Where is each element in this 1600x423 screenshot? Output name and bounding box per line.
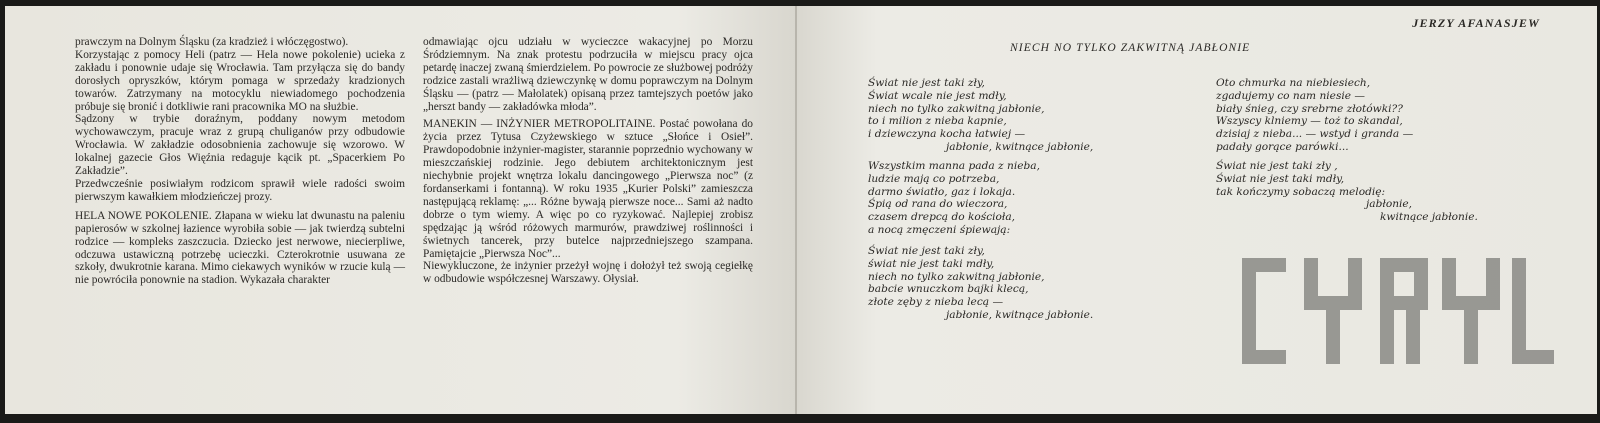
- poem-stanza: [868, 160, 1040, 237]
- poem-line: Wszystkim manna pada z nieba,: [868, 160, 1040, 172]
- poem-line: jabłonie,: [1366, 198, 1413, 211]
- poem-line: Świat nie jest taki mdły,: [1216, 172, 1345, 185]
- poem-line: babcie wnuczkom bajki klecą,: [868, 283, 1029, 296]
- poem-line: padały gorące parówki...: [1216, 140, 1349, 153]
- poem-stanza: [868, 245, 1093, 322]
- poem-line: jabłonie, kwitnące jabłonie,: [946, 140, 1094, 153]
- poem-line: i dziewczyna kocha łatwiej —: [868, 128, 1026, 141]
- poem-line: tak kończymy sobaczą melodię:: [1216, 185, 1386, 198]
- poem-line: dzisiaj z nieba... — wstyd i granda —: [1216, 128, 1414, 141]
- poem-line: Świat nie jest taki zły,: [868, 245, 985, 257]
- poem-line: darmo światło, gaz i lokaja.: [868, 185, 1016, 198]
- paragraph: odmawiając ojcu udziału w wycieczce wakacyjnej po Morzu Śródziemnym. Na znak protestu podrzuciła w miejscu pracy ojca petardę inaczej zwaną śmierdzielem. Po powrocie ze służbowej podróży rodzice zastali wrażliwą dziewczynkę w domu poprawczym na Dolnym Śląsku — (patrz — Małolatek) opisaną przez tamtejszych poetów jako „herszt bandy — zakładówka młoda”.: [423, 36, 753, 113]
- poem-line: Świat nie jest taki zły ,: [1216, 160, 1338, 172]
- left-page: [5, 6, 797, 414]
- poem-line: Oto chmurka na niebiesiech,: [1216, 77, 1371, 89]
- poem-line: świat nie jest taki mdły,: [868, 257, 995, 270]
- text-column-left: [75, 36, 405, 287]
- poem-line: Świat wcale nie jest mdły,: [868, 89, 1007, 102]
- poem-line: Śpią od rana do wieczora,: [868, 198, 1008, 211]
- poem-line: Świat nie jest taki zły,: [868, 77, 985, 89]
- paragraph: Korzystając z pomocy Heli (patrz — Hela nowe pokolenie) ucieka z zakładu i ponownie udaje się Wrocławia. Tam przyłącza się do bandy dorosłych opryszków, którym pomaga w sprzedaży kradzionych towarów. Zatrzymany na motocyklu niewiadomego pochodzenia próbuje się bronić i dotkliwie rani pracownika MO na służbie.: [75, 48, 405, 113]
- poem-line: czasem drepcą do kościoła,: [868, 211, 1016, 224]
- author-name: JERZY AFANASJEW: [1412, 16, 1540, 30]
- poem-line: zgadujemy co nam niesie —: [1216, 89, 1366, 102]
- poem-line: kwitnące jabłonie.: [1380, 211, 1478, 224]
- poem-stanza: [1216, 77, 1413, 154]
- poem-title: NIECH NO TYLKO ZAKWITNĄ JABŁONIE: [1010, 42, 1251, 54]
- paragraph: HELA NOWE POKOLENIE. Złapana w wieku lat dwunastu na paleniu papierosów w szkolnej łazience wyrobiła sobie — jak twierdzą subtelni rodzice — kompleks zaszczucia. Dziecko jest nerwowe, niecierpliwe, odczuwa ustawiczną potrzebę ucieczki. Czterokrotnie usuwana ze szkoły, dwukrotnie karana. Mimo ciekawych wyników w rzucie kulą — nie powróciła ponownie na stadion. Wykazała charakter: [75, 209, 405, 287]
- cyryl-logo-icon: [1238, 240, 1558, 380]
- paragraph: MANEKIN — INŻYNIER METROPOLITAINE. Postać powołana do życia przez Tytusa Czyżewskiego w sztuce „Słońce i Osieł”. Prawdopodobnie inżynier-magister, starannie poprzednio wychowany w mieszczańskiej rodzinie. Jego debiutem architektonicznym jest niechybnie projekt wnętrza lokalu dancingowego „Pierwsza noc” (z fordanserkami i fontanną). W roku 1935 „Kurier Polski” zamieszcza następującą reklamę: „... Różne bywają pierwsze noce... Sami aż nadto dobrze o tym wiemy. A więc po co ryzykować. Najlepiej zrobisz spędzając ją wśród różowych marmurów, prawdziwej roślinności i świetnych tancerek, przy butelce najprzedniejszego szampana. Pamiętajcie „Pierwsza Noc”...: [423, 118, 753, 260]
- poem-line: to i milion z nieba kapnie,: [868, 115, 1007, 128]
- poem-line: jabłonie, kwitnące jabłonie.: [946, 308, 1094, 321]
- poem-stanza: [1216, 160, 1478, 224]
- watermark-text: CYRYL: [1398, 376, 1402, 377]
- paragraph: Niewykluczone, że inżynier przeżył wojnę i dołożył też swoją cegiełkę w odbudowie współczesnej Warszawy. Ołysiał.: [423, 260, 753, 286]
- poem-line: złote zęby z nieba lecą —: [868, 296, 1004, 309]
- paragraph: prawczym na Dolnym Śląsku (za kradzież i włóczęgostwo).: [75, 36, 349, 48]
- text-column-right: [423, 36, 753, 286]
- poem-stanza: [868, 77, 1093, 154]
- poem-line: niech no tylko zakwitną jabłonie,: [868, 102, 1045, 115]
- poem-line: niech no tylko zakwitną jabłonie,: [868, 270, 1045, 283]
- poem-line: Wszyscy klniemy — toż to skandal,: [1216, 115, 1403, 128]
- poem-line: a nocą zmęczeni śpiewają:: [868, 223, 1011, 236]
- poem-line: ludzie mają co potrzeba,: [868, 172, 1000, 185]
- paragraph: Sądzony w trybie doraźnym, poddany nowym metodom wychowawczym, pracuje wraz z grupą chuliganów przy odbudowie Wrocławia. W zakładzie odosobnienia zachowuje się wzorowo. W lokalnej gazecie Głos Więźnia redaguje kącik pt. „Spacerkiem Po Zakładzie”.: [75, 113, 405, 178]
- paragraph: Przedwcześnie posiwiałym rodzicom sprawił wiele radości swoim pierwszym kawałkiem młodzieńczej prozy.: [75, 177, 405, 203]
- poem-line: biały śnieg, czy srebrne złotówki??: [1216, 102, 1403, 115]
